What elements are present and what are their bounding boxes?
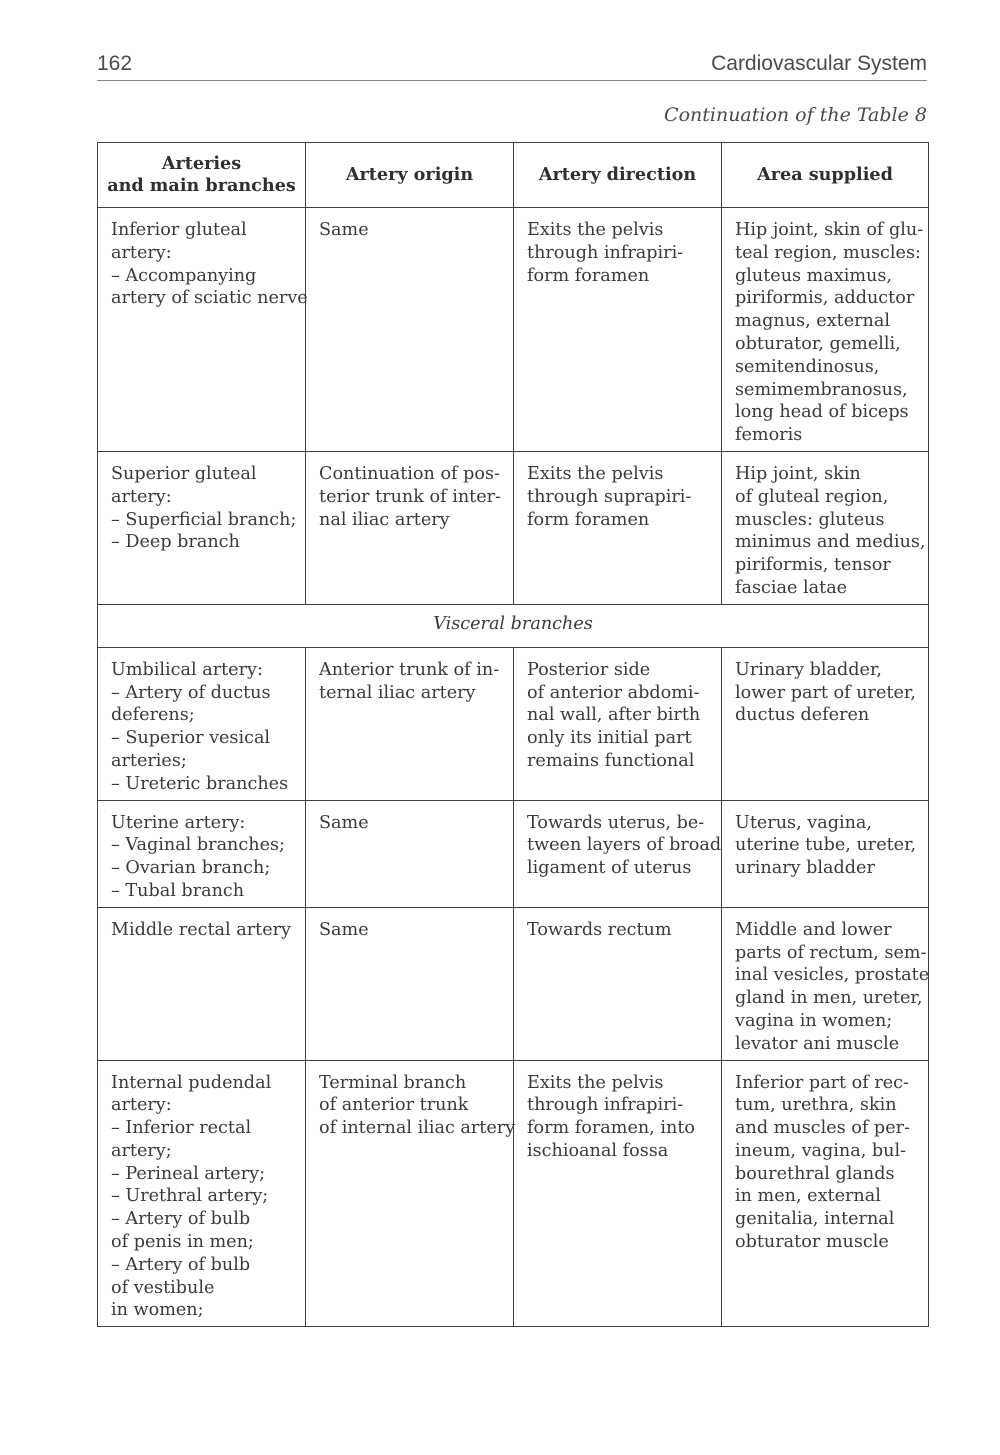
cell-text-line: ternal iliac artery bbox=[319, 682, 476, 703]
cell-text-line: tween layers of broad bbox=[527, 835, 722, 856]
artery-name-cell bbox=[98, 451, 306, 604]
cell-text-line: bourethral glands bbox=[735, 1163, 895, 1184]
cell-text-line: tum, urethra, skin bbox=[735, 1095, 897, 1116]
area-supplied-cell bbox=[722, 800, 929, 907]
artery-name-cell bbox=[98, 647, 306, 800]
cell-text-line: deferens; bbox=[111, 705, 195, 726]
cell-text-line: parts of rectum, sem- bbox=[735, 942, 927, 963]
cell-text-line: gluteus maximus, bbox=[735, 265, 893, 286]
cell-text-line: Middle rectal artery bbox=[111, 919, 291, 940]
cell-text-line: Area supplied bbox=[757, 164, 893, 185]
cell-text-line: uterine tube, ureter, bbox=[735, 835, 917, 856]
cell-text-line: Towards uterus, be- bbox=[527, 812, 705, 833]
cell-text-line: in men, external bbox=[735, 1186, 881, 1207]
cell-text-line: artery: bbox=[111, 486, 172, 507]
area-supplied-cell bbox=[722, 647, 929, 800]
cell-text-line: Exits the pelvis bbox=[527, 220, 664, 240]
area-supplied-cell bbox=[722, 208, 929, 452]
cell-text-line: of vestibule bbox=[111, 1277, 215, 1298]
cell-text-line: Inferior part of rec- bbox=[735, 1072, 909, 1093]
cell-text-line: and muscles of per- bbox=[735, 1118, 910, 1139]
cell-text-line: magnus, external bbox=[735, 311, 890, 332]
cell-text-line: Exits the pelvis bbox=[527, 1072, 664, 1093]
cell-text-line: through infrapiri- bbox=[527, 242, 684, 263]
cell-text-line: of anterior abdomi- bbox=[527, 682, 700, 703]
cell-text-line: through suprapiri- bbox=[527, 486, 692, 507]
cell-text-line: Posterior side bbox=[527, 659, 651, 680]
cell-text-line: Uterine artery: bbox=[111, 812, 246, 833]
artery-name-cell bbox=[98, 907, 306, 1060]
cell-text-line: form foramen, into bbox=[527, 1118, 696, 1139]
cell-text-line: Hip joint, skin of glu- bbox=[735, 220, 924, 240]
cell-text-line: Same bbox=[319, 919, 369, 940]
cell-text-line: – Tubal branch bbox=[111, 880, 245, 901]
cell-text-line: lower part of ureter, bbox=[735, 682, 916, 703]
cell-text-line: ineum, vagina, bul- bbox=[735, 1140, 907, 1161]
area-supplied-cell bbox=[722, 1060, 929, 1327]
artery-origin-cell bbox=[306, 208, 514, 452]
artery-direction-cell bbox=[514, 1060, 722, 1327]
artery-name-cell bbox=[98, 208, 306, 452]
cell-text-line: artery: bbox=[111, 1095, 172, 1116]
cell-text-line: Towards rectum bbox=[527, 919, 672, 940]
cell-text-line: Continuation of pos- bbox=[319, 463, 500, 484]
arteries-table bbox=[97, 142, 929, 1327]
artery-origin-cell bbox=[306, 907, 514, 1060]
page-header bbox=[97, 50, 927, 81]
cell-text-line: ischioanal fossa bbox=[527, 1140, 669, 1161]
cell-text-line: piriformis, adductor bbox=[735, 288, 915, 309]
cell-text-line: Artery direction bbox=[538, 164, 697, 185]
cell-text-line: Uterus, vagina, bbox=[735, 812, 872, 833]
cell-text-line: terior trunk of inter- bbox=[319, 486, 502, 507]
cell-text-line: muscles: gluteus bbox=[735, 509, 885, 530]
cell-text-line: Same bbox=[319, 812, 369, 833]
cell-text-line: Middle and lower bbox=[735, 919, 892, 940]
artery-origin-cell bbox=[306, 1060, 514, 1327]
page-number: 162 bbox=[97, 52, 133, 75]
artery-name-cell bbox=[98, 1060, 306, 1327]
cell-text-line: urinary bladder bbox=[735, 858, 875, 879]
section-row bbox=[98, 604, 929, 647]
cell-text-line: form foramen bbox=[527, 509, 650, 530]
cell-text-line: – Deep branch bbox=[111, 532, 240, 553]
table-row bbox=[98, 907, 929, 1060]
cell-text-line: through infrapiri- bbox=[527, 1095, 684, 1116]
artery-origin-cell bbox=[306, 647, 514, 800]
cell-text-line: fasciae latae bbox=[735, 577, 848, 598]
cell-text-line: Urinary bladder, bbox=[735, 659, 883, 680]
header-row bbox=[98, 143, 929, 208]
cell-text-line: femoris bbox=[735, 425, 803, 446]
artery-name-cell bbox=[98, 800, 306, 907]
visceral-branches-section-label: Visceral branches bbox=[98, 604, 929, 647]
cell-text-line: nal wall, after birth bbox=[527, 705, 701, 726]
cell-text-line: arteries; bbox=[111, 750, 187, 771]
cell-text-line: Hip joint, skin bbox=[735, 463, 861, 484]
table-row bbox=[98, 1060, 929, 1327]
artery-direction-column-header bbox=[514, 143, 722, 208]
cell-text-line: – Ureteric branches bbox=[111, 773, 289, 794]
cell-text-line: Inferior gluteal bbox=[111, 220, 247, 240]
cell-text-line: – Urethral artery; bbox=[111, 1186, 269, 1207]
cell-text-line: remains functional bbox=[527, 750, 695, 771]
cell-text-line: Terminal branch bbox=[319, 1072, 467, 1093]
area-supplied-cell bbox=[722, 451, 929, 604]
cell-text-line: of anterior trunk bbox=[319, 1095, 469, 1116]
cell-text-line: Umbilical artery: bbox=[111, 659, 263, 680]
cell-text-line: nal iliac artery bbox=[319, 509, 450, 530]
cell-text-line: long head of biceps bbox=[735, 402, 909, 423]
table-row bbox=[98, 647, 929, 800]
cell-text-line: piriformis, tensor bbox=[735, 555, 891, 576]
cell-text-line: – Artery of bulb bbox=[111, 1209, 251, 1230]
running-title: Cardiovascular System bbox=[711, 52, 927, 75]
cell-text-line: form foramen bbox=[527, 265, 650, 286]
cell-text-line: ductus deferen bbox=[735, 705, 870, 726]
cell-text-line: of gluteal region, bbox=[735, 486, 889, 507]
cell-text-line: – Artery of bulb bbox=[111, 1254, 251, 1275]
cell-text-line: – Inferior rectal bbox=[111, 1118, 252, 1139]
cell-text-line: semitendinosus, bbox=[735, 356, 880, 377]
cell-text-line: – Accompanying bbox=[111, 265, 257, 286]
artery-direction-cell bbox=[514, 208, 722, 452]
cell-text-line: gland in men, ureter, bbox=[735, 988, 923, 1009]
cell-text-line: – Artery of ductus bbox=[111, 682, 271, 703]
cell-text-line: Same bbox=[319, 220, 369, 240]
cell-text-line: vagina in women; bbox=[735, 1010, 893, 1031]
artery-origin-cell bbox=[306, 451, 514, 604]
artery-direction-cell bbox=[514, 647, 722, 800]
cell-text-line: of internal iliac artery bbox=[319, 1118, 516, 1139]
cell-text-line: – Superficial branch; bbox=[111, 509, 297, 530]
table-body bbox=[98, 208, 929, 1327]
artery-direction-cell bbox=[514, 907, 722, 1060]
cell-text-line: minimus and medius, bbox=[735, 532, 926, 553]
cell-text-line: artery; bbox=[111, 1140, 172, 1161]
table-row bbox=[98, 208, 929, 452]
table-row bbox=[98, 451, 929, 604]
artery-origin-column-header bbox=[306, 143, 514, 208]
cell-text-line: obturator muscle bbox=[735, 1232, 889, 1253]
cell-text-line: Internal pudendal bbox=[111, 1072, 272, 1093]
artery-origin-cell bbox=[306, 800, 514, 907]
arteries-column-header bbox=[98, 143, 306, 208]
cell-text-line: – Ovarian branch; bbox=[111, 858, 271, 879]
cell-text-line: and main branches bbox=[107, 175, 296, 196]
cell-text-line: levator ani muscle bbox=[735, 1033, 900, 1054]
table-row bbox=[98, 800, 929, 907]
area-supplied-column-header bbox=[722, 143, 929, 208]
cell-text-line: artery: bbox=[111, 242, 172, 263]
table-continuation-caption: Continuation of the Table 8 bbox=[664, 104, 927, 126]
cell-text-line: Arteries bbox=[161, 153, 242, 174]
cell-text-line: – Vaginal branches; bbox=[111, 835, 285, 856]
cell-text-line: ligament of uterus bbox=[527, 858, 692, 879]
cell-text-line: obturator, gemelli, bbox=[735, 333, 901, 354]
artery-direction-cell bbox=[514, 800, 722, 907]
cell-text-line: only its initial part bbox=[527, 728, 692, 749]
cell-text-line: in women; bbox=[111, 1300, 204, 1321]
artery-direction-cell bbox=[514, 451, 722, 604]
cell-text-line: Superior gluteal bbox=[111, 463, 257, 484]
cell-text-line: Artery origin bbox=[345, 164, 474, 185]
cell-text-line: – Perineal artery; bbox=[111, 1163, 265, 1184]
cell-text-line: – Superior vesical bbox=[111, 728, 271, 749]
cell-text-line: inal vesicles, prostate bbox=[735, 965, 930, 986]
cell-text-line: Exits the pelvis bbox=[527, 463, 664, 484]
cell-text-line: teal region, muscles: bbox=[735, 242, 921, 263]
area-supplied-cell bbox=[722, 907, 929, 1060]
cell-text-line: artery of sciatic nerve bbox=[111, 288, 308, 309]
cell-text-line: semimembranosus, bbox=[735, 379, 908, 400]
cell-text-line: genitalia, internal bbox=[735, 1209, 895, 1230]
cell-text-line: of penis in men; bbox=[111, 1232, 254, 1253]
table-header bbox=[98, 143, 929, 208]
cell-text-line: Anterior trunk of in- bbox=[319, 659, 500, 680]
